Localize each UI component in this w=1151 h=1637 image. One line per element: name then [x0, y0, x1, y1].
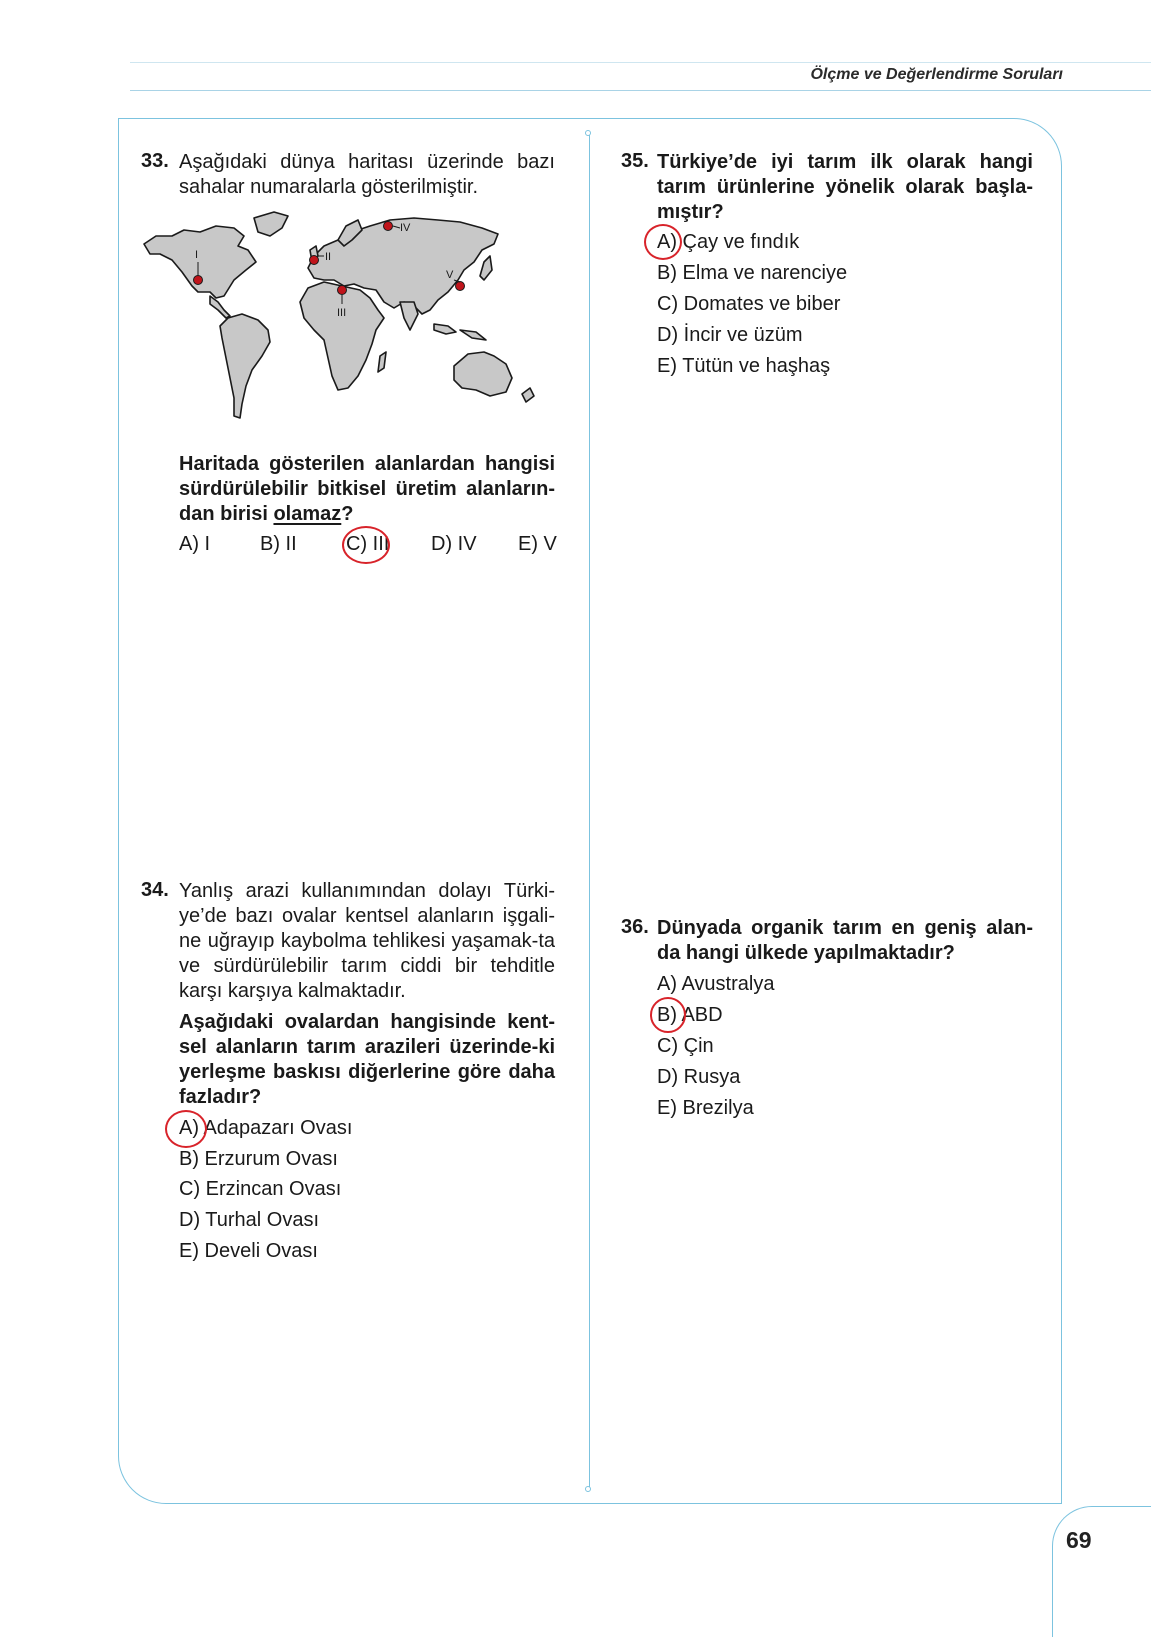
map-marker-ii	[310, 256, 319, 265]
map-marker-v	[456, 282, 465, 291]
q36-option-e[interactable]: E) Brezilya	[657, 1097, 754, 1119]
page-header-title: Ölçme ve Değerlendirme Soruları	[810, 66, 1063, 83]
divider-bottom-dot	[585, 1486, 591, 1492]
q34-option-b[interactable]: B) Erzurum Ovası	[179, 1148, 338, 1170]
map-label-iii: III	[337, 307, 347, 319]
madagascar-shape	[378, 352, 386, 372]
map-marker-iii	[338, 286, 347, 295]
q33-option-a[interactable]: A) I	[179, 533, 211, 555]
q33-option-d[interactable]: D) IV	[431, 533, 477, 555]
q33-number: 33.	[141, 150, 169, 172]
q35-option-e[interactable]: E) Tütün ve haşhaş	[657, 355, 831, 377]
q36-option-a[interactable]: A) Avustralya	[657, 973, 775, 995]
north-america-shape	[144, 226, 256, 298]
header-rule-bottom	[130, 90, 1151, 91]
page-number: 69	[1066, 1527, 1092, 1553]
q34-option-e[interactable]: E) Develi Ovası	[179, 1240, 318, 1262]
q35-option-d[interactable]: D) İncir ve üzüm	[657, 324, 803, 346]
indonesia-shape	[434, 324, 486, 340]
south-america-shape	[220, 314, 270, 418]
q34-option-d[interactable]: D) Turhal Ovası	[179, 1209, 320, 1231]
column-divider	[589, 134, 590, 1490]
q35-option-b[interactable]: B) Elma ve narenciye	[657, 262, 848, 284]
new-zealand-shape	[522, 388, 534, 402]
map-label-v: V	[446, 269, 454, 281]
page-number-tab	[1052, 1506, 1151, 1637]
map-label-iv: IV	[400, 222, 411, 234]
map-label-i: I	[195, 249, 199, 261]
q33-question-emphasis: olamaz	[273, 503, 342, 525]
q34-answer-circle	[165, 1110, 207, 1148]
world-map	[138, 206, 558, 436]
q36-option-b[interactable]: B) ABD	[657, 1004, 723, 1026]
q36-option-d[interactable]: D) Rusya	[657, 1066, 741, 1088]
central-america-shape	[210, 296, 230, 318]
greenland-shape	[254, 212, 288, 236]
header-rule-top	[130, 62, 1151, 63]
map-marker-iv	[384, 222, 393, 231]
q34-number: 34.	[141, 879, 169, 901]
q34-stem: Yanlış arazi kullanımından dolayı Türki-ye’de bazı ovalar kentsel alanların işgali-ne uğrayıp kaybolma tehlikesi yaşamak-ta ve sürdürülebilir tarım ciddi bir tehditle karşı karşıya kalmaktadır.	[179, 880, 555, 1002]
q36-option-c[interactable]: C) Çin	[657, 1035, 714, 1057]
q33-option-b[interactable]: B) II	[260, 533, 297, 555]
q33-option-c[interactable]: C) III	[346, 533, 390, 555]
q33-question	[179, 452, 555, 527]
q36-answer-circle	[650, 997, 686, 1033]
q33-answer-circle	[342, 526, 390, 564]
india-shape	[400, 302, 418, 330]
australia-shape	[454, 352, 512, 396]
divider-top-dot	[585, 130, 591, 136]
q33-question-text: Haritada gösterilen alanlardan hangisi sürdürülebilir bitkisel üretim alanların-dan birisi	[179, 453, 555, 525]
q33-option-e[interactable]: E) V	[518, 533, 557, 555]
map-marker-i	[194, 276, 203, 285]
q34-question: Aşağıdaki ovalardan hangisinde kent-sel alanların tarım arazileri üzerinde-ki yerleşme baskısı diğerlerine göre daha fazladır?	[179, 1011, 555, 1108]
japan-shape	[480, 256, 492, 280]
q36-question: Dünyada organik tarım en geniş alan-da hangi ülkede yapılmaktadır?	[657, 917, 1033, 964]
q33-stem: Aşağıdaki dünya haritası üzerinde bazı sahalar numaralarla gösterilmiştir.	[179, 151, 555, 198]
q35-number: 35.	[621, 150, 649, 172]
q34-option-c[interactable]: C) Erzincan Ovası	[179, 1178, 342, 1200]
q33-question-mark: ?	[341, 503, 354, 525]
q35-option-c[interactable]: C) Domates ve biber	[657, 293, 841, 315]
q35-answer-circle	[644, 224, 682, 260]
q35-option-a[interactable]: A) Çay ve fındık	[657, 231, 800, 253]
q36-number: 36.	[621, 916, 649, 938]
map-label-ii: II	[325, 251, 332, 263]
q34-option-a[interactable]: A) Adapazarı Ovası	[179, 1117, 353, 1139]
q35-question: Türkiye’de iyi tarım ilk olarak hangi tarım ürünlerine yönelik olarak başla-mıştır?	[657, 151, 1033, 223]
